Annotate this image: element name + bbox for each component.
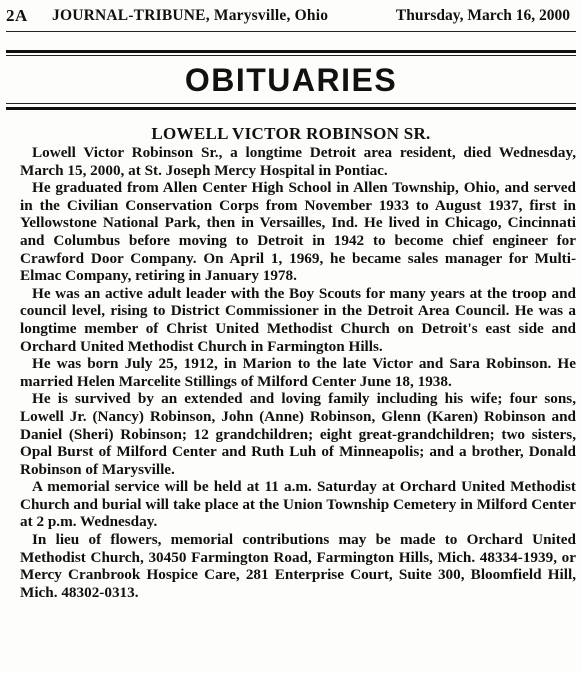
obituary-paragraph: He is survived by an extended and loving family including his wife; four sons, Lowell Jr. (Nancy) Robinson, John (Anne) Robinson, Glenn (Karen) Robinson and Daniel (Sheri) Robinson; 12 grandchildren; eight great-grandchildren; two sisters, Opal Burst of Milford Center and Ruth Luh of Minneapolis; and a brother, Donald Robinson of Marysville.: [20, 390, 576, 478]
section-title: OBITUARIES: [184, 62, 398, 98]
obituary-paragraph: He was an active adult leader with the Boy Scouts for many years at the troop and council level, rising to District Commissioner in the Detroit Area Council. He was a longtime member of Christ United Methodist Church on Detroit's east side and Orchard United Methodist Church in Farmington Hills.: [20, 284, 576, 355]
paper-location: Marysville, Ohio: [213, 7, 329, 24]
section-rule-top-thin: [6, 55, 576, 56]
obituary-paragraph: He was born July 25, 1912, in Marion to the late Victor and Sara Robinson. He married Helen Marcelite Stillings of Milford Center June 18, 1938.: [20, 355, 576, 390]
obituary-paragraph: Lowell Victor Robinson Sr., a longtime Detroit area resident, died Wednesday, March 15, 2000, at St. Joseph Mercy Hospital in Pontiac.: [20, 144, 576, 179]
page-number: 2A: [6, 6, 28, 25]
obituary-body: [20, 144, 576, 601]
section-rule-top: [6, 50, 576, 53]
obituary-paragraph: In lieu of flowers, memorial contributions may be made to Orchard United Methodist Church, 30450 Farmington Road, Farmington Hills, Mich. 48334-1939, or Mercy Cranbrook Hospice Care, 281 Enterprise Court, Suite 300, Bloomfield Hill, Mich. 48302-0313.: [20, 531, 576, 601]
paper-name: JOURNAL-TRIBUNE,: [52, 7, 210, 24]
section-rule-bottom: [6, 107, 576, 110]
obituary-paragraph: A memorial service will be held at 11 a.m. Saturday at Orchard United Methodist Church and burial will take place at the Union Township Cemetery in Milford Center at 2 p.m. Wednesday.: [20, 478, 576, 531]
masthead: [52, 7, 328, 25]
obituary-paragraph: He graduated from Allen Center High School in Allen Township, Ohio, and served in the Civilian Conservation Corps from November 1933 to August 1937, first in Yellowstone National Park, then in Versailles, Ind. He lived in Chicago, Cincinnati and Columbus before moving to Detroit in 1942 to become chief engineer for Crawford Door Company. On April 1, 1969, he became sales manager for Multi-Elmac Company, retiring in January 1978.: [20, 179, 576, 285]
issue-date: Thursday, March 16, 2000: [395, 7, 570, 24]
header-divider: [6, 31, 576, 32]
section-rule-bottom-thin: [6, 103, 576, 104]
page-header: [6, 4, 578, 30]
obituary-name: LOWELL VICTOR ROBINSON SR.: [151, 124, 431, 143]
